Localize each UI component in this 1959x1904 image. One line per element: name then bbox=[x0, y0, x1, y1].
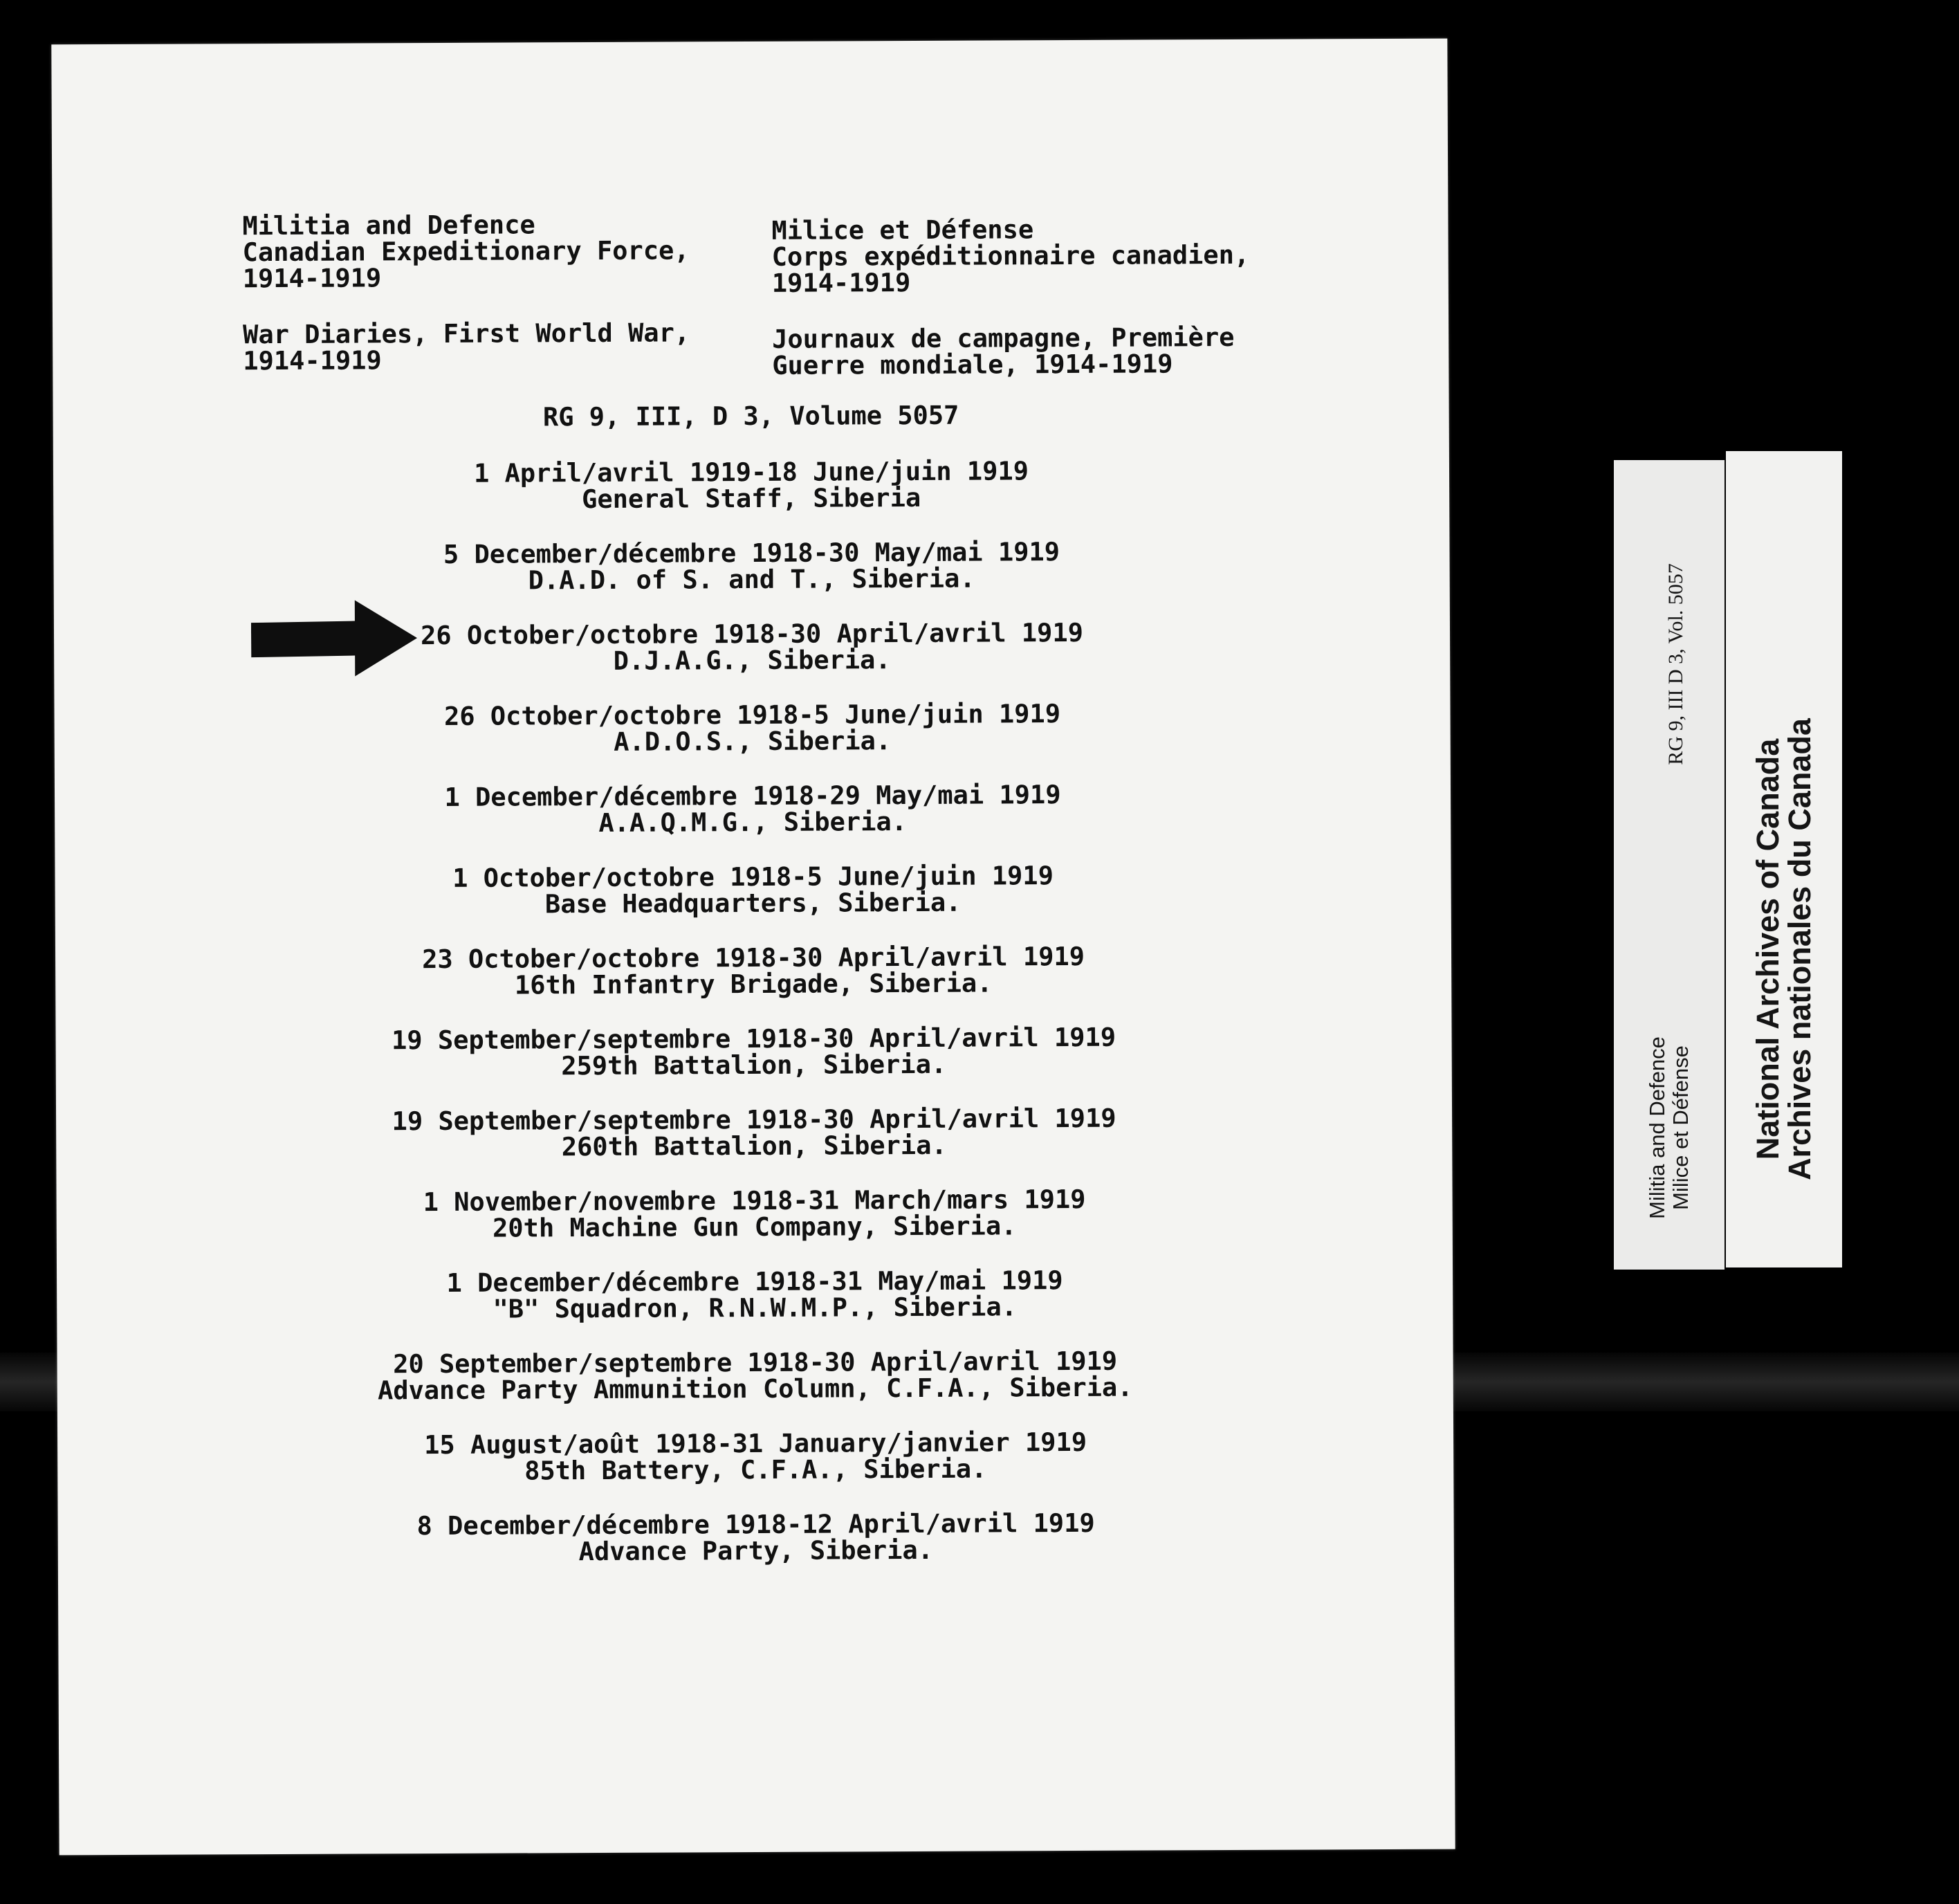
spine-title-english: Militia and Defence bbox=[1645, 1036, 1669, 1219]
entry-unit: Advance Party Ammunition Column, C.F.A., Siberia. bbox=[377, 1372, 1133, 1406]
diary-entry-list bbox=[53, 456, 1449, 1567]
entry-dates: 1 December/décembre 1918-29 May/mai 1919 bbox=[444, 780, 1061, 812]
archive-name bbox=[1752, 569, 1816, 1330]
entry-unit: D.A.D. of S. and T., Siberia. bbox=[528, 563, 975, 596]
header-series-english: War Diaries, First World War, 1914-1919 bbox=[243, 318, 690, 376]
entry-unit: "B" Squadron, R.N.W.M.P., Siberia. bbox=[493, 1292, 1018, 1324]
entry-dates: 23 October/octobre 1918-30 April/avril 1919 bbox=[422, 941, 1085, 975]
entry-unit: Advance Party, Siberia. bbox=[578, 1535, 934, 1567]
list-item bbox=[54, 619, 1450, 677]
entry-unit: 20th Machine Gun Company, Siberia. bbox=[492, 1211, 1017, 1243]
entry-unit: D.J.A.G., Siberia. bbox=[613, 645, 891, 676]
entry-dates: 19 September/septembre 1918-30 April/avril 1919 bbox=[392, 1103, 1116, 1137]
archive-label bbox=[1726, 451, 1842, 1267]
list-item bbox=[55, 942, 1451, 1001]
entry-dates: 1 April/avril 1919-18 June/juin 1919 bbox=[473, 456, 1029, 488]
entry-dates: 1 December/décembre 1918-31 May/mai 1919 bbox=[446, 1265, 1063, 1298]
spine-title bbox=[1646, 747, 1693, 1508]
list-item bbox=[57, 1266, 1453, 1325]
entry-unit: General Staff, Siberia bbox=[582, 482, 921, 515]
entry-unit: 259th Battalion, Siberia. bbox=[561, 1049, 947, 1081]
archive-name-french: Archives nationales du Canada bbox=[1782, 718, 1817, 1180]
spine-reference: RG 9, III D 3, Vol. 5057 bbox=[1664, 563, 1687, 765]
list-item bbox=[53, 538, 1449, 596]
list-item bbox=[58, 1509, 1454, 1568]
list-item bbox=[57, 1185, 1453, 1244]
list-item bbox=[56, 1023, 1452, 1082]
header-agency-french: Milice et Défense Corps expéditionnaire canadien, 1914-1919 bbox=[771, 214, 1250, 298]
archive-name-english: National Archives of Canada bbox=[1750, 738, 1785, 1160]
document-page bbox=[51, 39, 1455, 1856]
list-item bbox=[55, 780, 1451, 839]
list-item bbox=[54, 699, 1450, 758]
list-item bbox=[55, 861, 1451, 920]
volume-reference: RG 9, III, D 3, Volume 5057 bbox=[542, 400, 959, 432]
entry-dates: 15 August/août 1918-31 January/janvier 1919 bbox=[424, 1427, 1087, 1461]
entry-dates: 19 September/septembre 1918-30 April/avril 1919 bbox=[392, 1022, 1116, 1056]
header-agency-english: Militia and Defence Canadian Expeditionary Force, 1914-1919 bbox=[242, 210, 690, 294]
spine-label bbox=[1614, 460, 1725, 1270]
entry-unit: A.A.Q.M.G., Siberia. bbox=[598, 807, 908, 838]
entry-unit: 260th Battalion, Siberia. bbox=[561, 1130, 947, 1162]
entry-unit: A.D.O.S., Siberia. bbox=[614, 726, 892, 757]
list-item bbox=[57, 1347, 1453, 1406]
entry-dates: 1 October/octobre 1918-5 June/juin 1919 bbox=[452, 861, 1054, 893]
entry-unit: 85th Battery, C.F.A., Siberia. bbox=[524, 1454, 987, 1486]
spine-title-french: Milice et Défense bbox=[1668, 1045, 1693, 1210]
entry-dates: 5 December/décembre 1918-30 May/mai 1919 bbox=[443, 537, 1060, 569]
entry-dates: 1 November/novembre 1918-31 March/mars 1919 bbox=[423, 1184, 1086, 1218]
entry-dates: 20 September/septembre 1918-30 April/avril 1919 bbox=[393, 1346, 1118, 1380]
list-item bbox=[57, 1428, 1453, 1487]
list-item bbox=[53, 457, 1449, 515]
entry-dates: 8 December/décembre 1918-12 April/avril 1919 bbox=[416, 1508, 1095, 1541]
header-series-french: Journaux de campagne, Première Guerre mondiale, 1914-1919 bbox=[772, 322, 1235, 381]
entry-dates: 26 October/octobre 1918-30 April/avril 1919 bbox=[421, 617, 1084, 651]
list-item bbox=[56, 1104, 1452, 1163]
entry-dates: 26 October/octobre 1918-5 June/juin 1919 bbox=[443, 699, 1061, 731]
entry-unit: Base Headquarters, Siberia. bbox=[544, 887, 962, 919]
entry-unit: 16th Infantry Brigade, Siberia. bbox=[514, 968, 993, 1000]
